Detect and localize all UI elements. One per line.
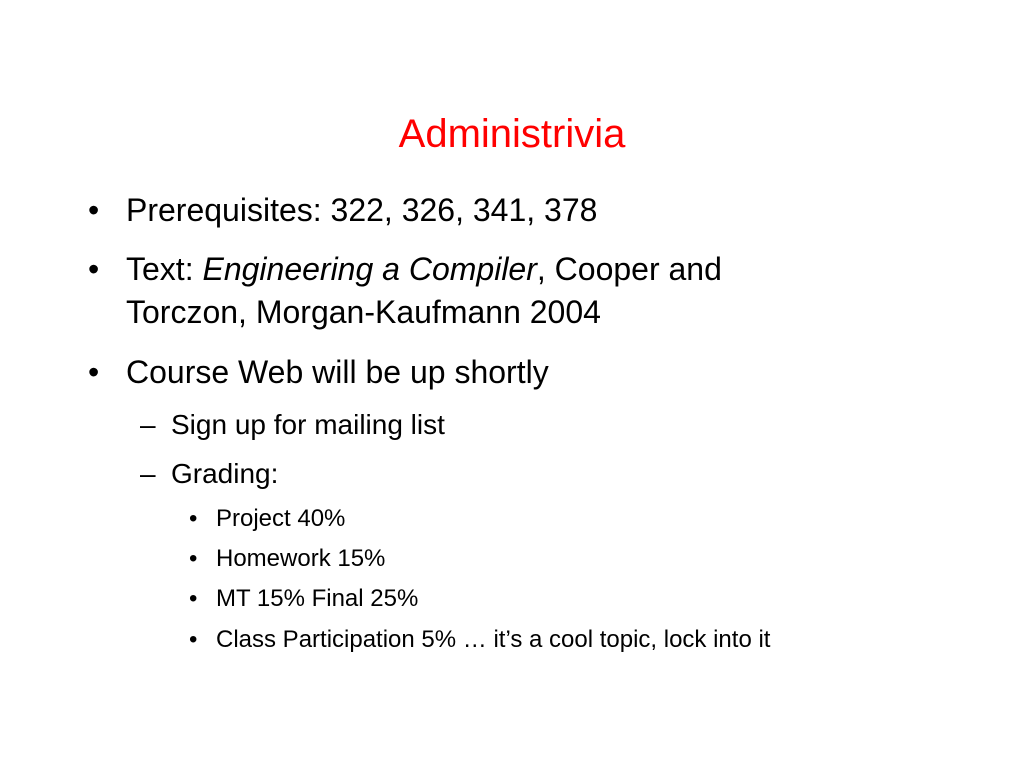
bullet-text	[126, 248, 886, 334]
subitem-text: Sign up for mailing list	[171, 409, 445, 440]
dash-marker: –	[140, 458, 156, 489]
dash-marker: –	[140, 409, 156, 440]
grading-text: Homework 15%	[216, 545, 386, 572]
grading-text: Project 40%	[216, 505, 346, 532]
bullet-text: Prerequisites: 322, 326, 341, 378	[126, 192, 598, 228]
bullet-marker: •	[88, 251, 100, 287]
bullet-marker: •	[189, 505, 198, 532]
bullet-text: Course Web will be up shortly	[126, 354, 549, 390]
bullet-marker: •	[189, 626, 198, 653]
book-title: Engineering a Compiler	[202, 251, 537, 287]
bullet-text-prefix: Text:	[126, 251, 203, 287]
grading-text: Class Participation 5% … it’s a cool topic, lock into it	[216, 626, 771, 653]
slide-title: Administrivia	[398, 112, 626, 156]
bullet-marker: •	[88, 192, 100, 228]
bullet-text-suffix: , Cooper and	[536, 251, 722, 287]
subitem-text: Grading:	[171, 458, 279, 489]
bullet-line-2: Torczon, Morgan-Kaufmann 2004	[126, 294, 601, 330]
bullet-marker: •	[189, 585, 198, 612]
grading-text: MT 15% Final 25%	[216, 585, 419, 612]
bullet-marker: •	[88, 354, 100, 390]
bullet-marker: •	[189, 545, 198, 572]
bullet-line-1	[126, 248, 886, 291]
